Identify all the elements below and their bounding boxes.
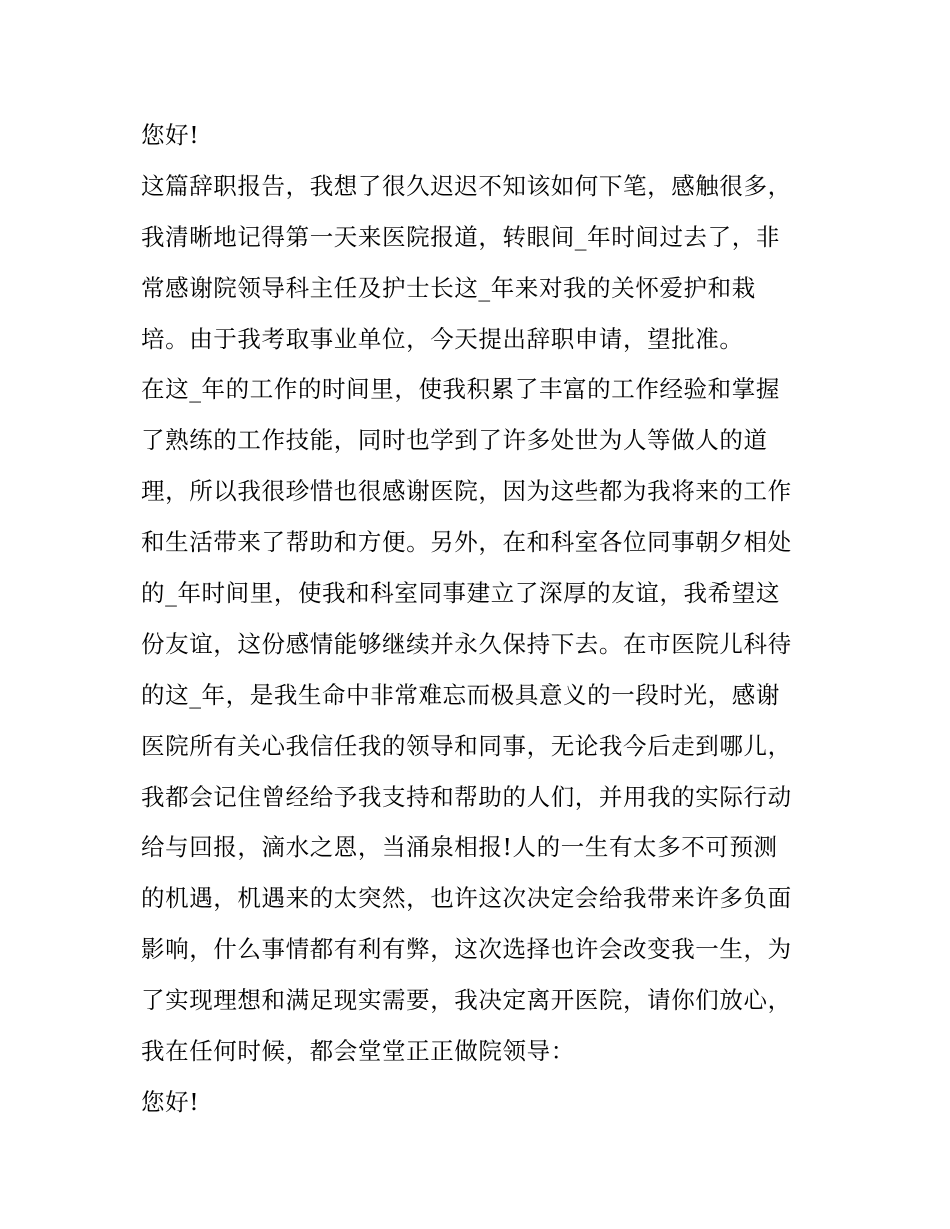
text-line: 给与回报，滴水之恩，当涌泉相报!人的一生有太多不可预测	[141, 833, 778, 862]
text-line: 和生活带来了帮助和方便。另外，在和科室各位同事朝夕相处	[141, 528, 792, 557]
text-line: 的_年时间里，使我和科室同事建立了深厚的友谊，我希望这	[141, 579, 780, 608]
text-line: 的机遇，机遇来的太突然，也许这次决定会给我带来许多负面	[141, 884, 792, 913]
text-line: 培。由于我考取事业单位，今天提出辞职申请，望批准。	[141, 324, 744, 353]
text-line: 医院所有关心我信任我的领导和同事，无论我今后走到哪儿，	[141, 731, 792, 760]
letter-body	[141, 110, 831, 1128]
text-line: 我清晰地记得第一天来医院报道，转眼间_年时间过去了，非	[141, 222, 780, 251]
greeting-line: 您好!	[141, 1087, 200, 1116]
text-line: 的这_年，是我生命中非常难忘而极具意义的一段时光，感谢	[141, 680, 780, 709]
text-line: 这篇辞职报告，我想了很久迟迟不知该如何下笔，感触很多，	[141, 171, 792, 200]
text-line: 我都会记住曾经给予我支持和帮助的人们，并用我的实际行动	[141, 782, 792, 811]
text-line: 了实现理想和满足现实需要，我决定离开医院，请你们放心，	[141, 986, 792, 1015]
text-line: 影响，什么事情都有利有弊，这次选择也许会改变我一生，为	[141, 935, 792, 964]
text-line: 了熟练的工作技能，同时也学到了许多处世为人等做人的道	[141, 426, 768, 455]
text-line: 我在任何时候，都会堂堂正正做院领导：	[141, 1037, 575, 1066]
text-line: 在这_年的工作的时间里，使我积累了丰富的工作经验和掌握	[141, 375, 780, 404]
text-line: 理，所以我很珍惜也很感谢医院，因为这些都为我将来的工作	[141, 477, 792, 506]
text-line: 常感谢院领导科主任及护士长这_年来对我的关怀爱护和栽	[141, 273, 756, 302]
text-line: 份友谊，这份感情能够继续并永久保持下去。在市医院儿科待	[141, 629, 792, 658]
greeting-line: 您好!	[141, 121, 200, 149]
